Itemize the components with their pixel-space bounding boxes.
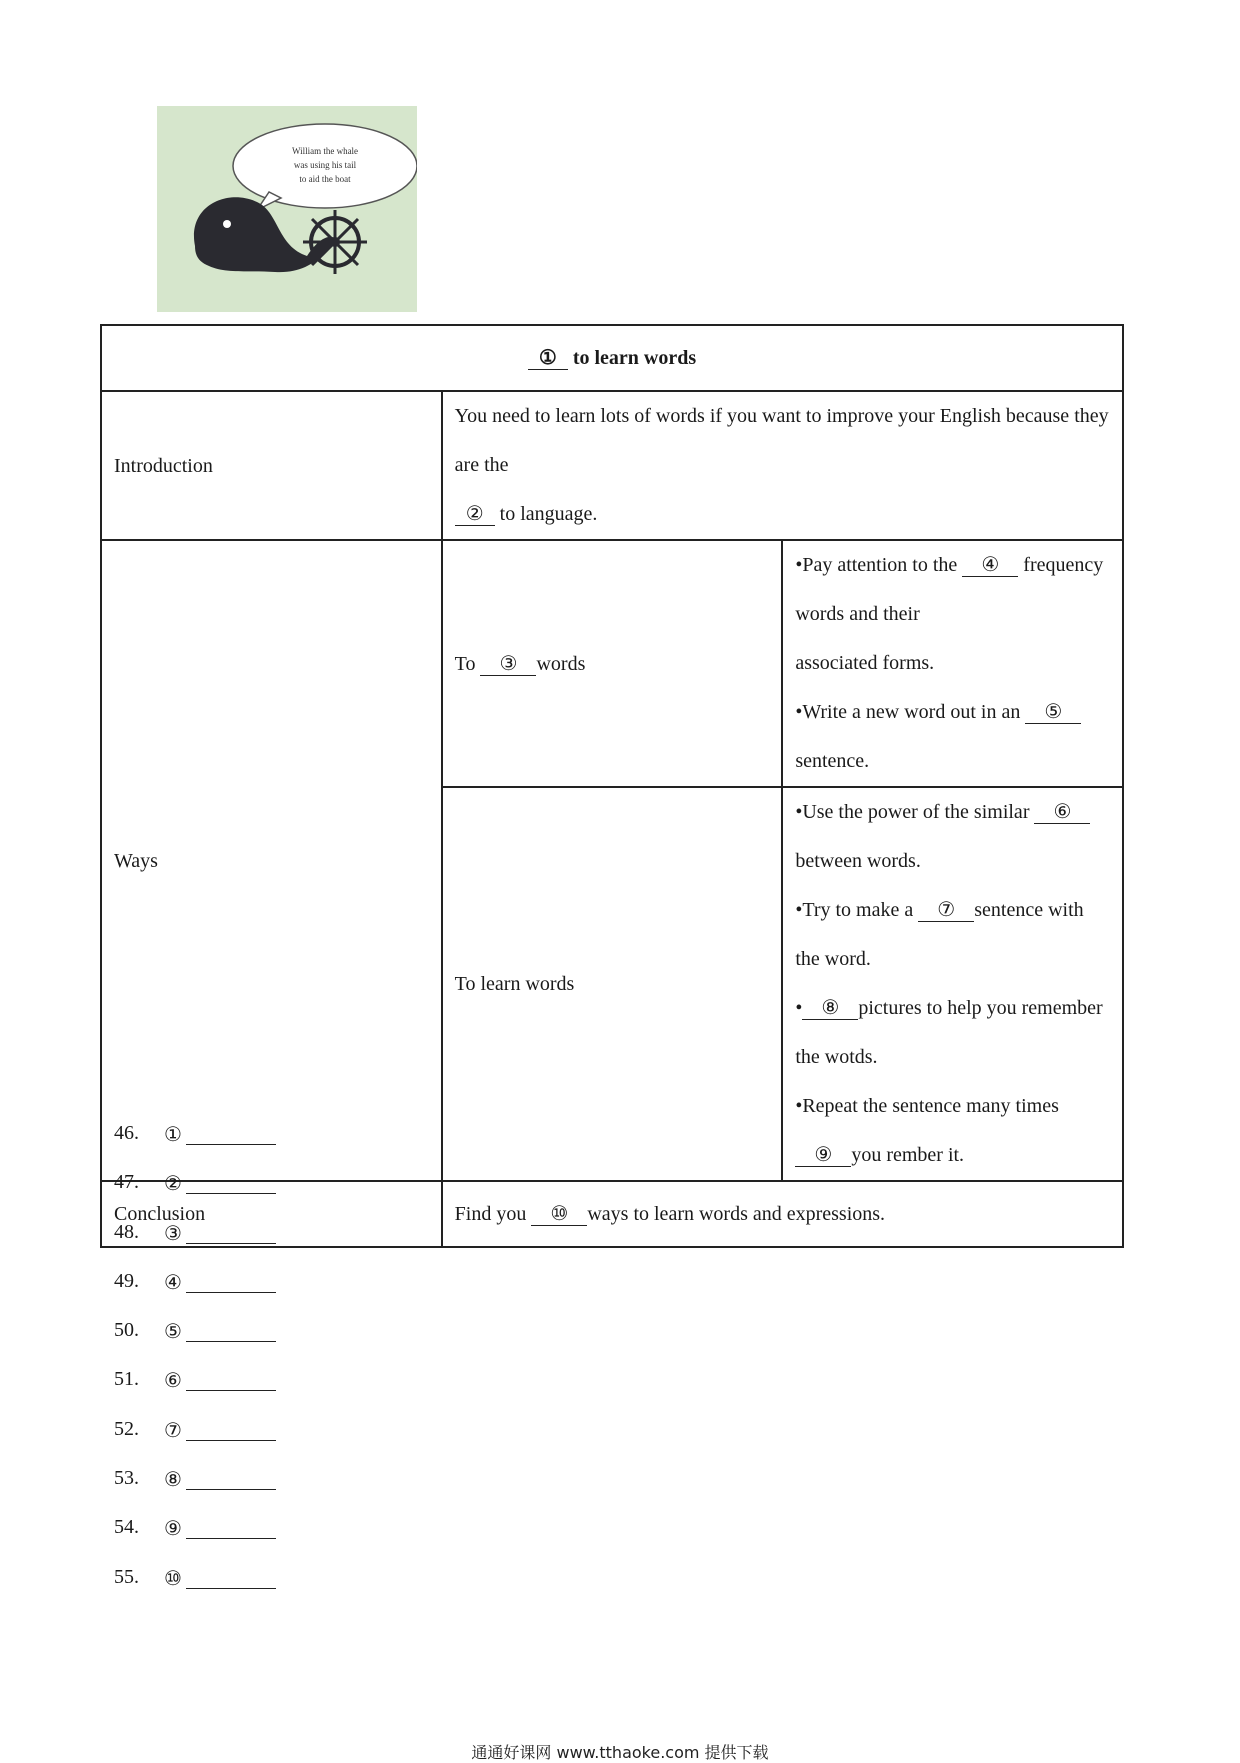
whale-picture xyxy=(157,106,417,312)
blank-6[interactable]: ⑥ xyxy=(1034,801,1090,824)
page-footer: 通通好课网 www.tthaoke.com 提供下载 xyxy=(471,1743,769,1762)
answer-list xyxy=(114,1122,276,1615)
answer-field[interactable] xyxy=(186,1368,276,1391)
ways-group-1-items xyxy=(782,540,1123,787)
list-item: •Pay attention to the ④ frequency words and their xyxy=(795,554,1104,625)
answer-field[interactable] xyxy=(186,1122,276,1145)
blank-9[interactable]: ⑨ xyxy=(795,1144,851,1167)
answer-row: 51. ⑥ xyxy=(114,1368,276,1417)
ways-group-2-label: To learn words xyxy=(442,787,783,1181)
answer-row: 46. ① xyxy=(114,1122,276,1171)
answer-row: 55. ⑩ xyxy=(114,1566,276,1615)
blank-4[interactable]: ④ xyxy=(962,554,1018,577)
answer-field[interactable] xyxy=(186,1516,276,1539)
answer-field[interactable] xyxy=(186,1221,276,1244)
title-text: to learn words xyxy=(572,347,697,369)
introduction-label: Introduction xyxy=(101,391,442,540)
blank-1[interactable]: ① xyxy=(528,347,568,370)
conclusion-label: Conclusion xyxy=(101,1181,442,1247)
bubble-line-1: William the whale xyxy=(291,146,359,156)
blank-5[interactable]: ⑤ xyxy=(1025,701,1081,724)
table-title xyxy=(101,325,1123,391)
ways-group-2-items xyxy=(782,787,1123,1181)
introduction-text xyxy=(442,391,1123,540)
ways-group-1-label: To ③ words xyxy=(442,540,783,787)
blank-8[interactable]: ⑧ xyxy=(802,997,858,1020)
blank-10[interactable]: ⑩ xyxy=(531,1203,587,1226)
list-item: •Use the power of the similar ⑥ between words. xyxy=(795,788,1110,886)
list-item: •Write a new word out in an ⑤sentence. xyxy=(795,688,1110,786)
blank-3[interactable]: ③ xyxy=(480,653,536,676)
ways-label: Ways xyxy=(101,540,442,1181)
answer-row: 48. ③ xyxy=(114,1221,276,1270)
answer-field[interactable] xyxy=(186,1467,276,1490)
answer-field[interactable] xyxy=(186,1566,276,1589)
blank-2[interactable]: ② xyxy=(455,503,495,526)
answer-field[interactable] xyxy=(186,1319,276,1342)
whale-illustration xyxy=(157,106,417,312)
bubble-line-2: was using his tail xyxy=(293,160,357,170)
list-item: •Try to make a ⑦ sentence with the word. xyxy=(795,899,1084,970)
answer-field[interactable] xyxy=(186,1171,276,1194)
bubble-line-3: to aid the boat xyxy=(299,174,351,184)
list-item: • ⑧ pictures to help you remember the wotds. xyxy=(795,997,1103,1068)
outline-table xyxy=(100,324,1124,1248)
answer-row: 52. ⑦ xyxy=(114,1418,276,1467)
blank-7[interactable]: ⑦ xyxy=(918,899,974,922)
answer-row: 54. ⑨ xyxy=(114,1516,276,1565)
intro-text-after: to language. xyxy=(499,503,598,525)
list-item: associated forms. xyxy=(795,652,935,674)
intro-line-1: You need to learn lots of words if you want to improve your English because they are the xyxy=(454,405,1109,476)
list-item: •Repeat the sentence many times ⑨ you rember it. xyxy=(795,1095,1059,1166)
conclusion-text: Find you ⑩ ways to learn words and expressions. xyxy=(442,1181,1123,1247)
answer-row: 53. ⑧ xyxy=(114,1467,276,1516)
answer-field[interactable] xyxy=(186,1418,276,1441)
answer-row: 49. ④ xyxy=(114,1270,276,1319)
answer-field[interactable] xyxy=(186,1270,276,1293)
answer-row: 47. ② xyxy=(114,1171,276,1220)
answer-row: 50. ⑤ xyxy=(114,1319,276,1368)
intro-line-2 xyxy=(455,490,1110,539)
